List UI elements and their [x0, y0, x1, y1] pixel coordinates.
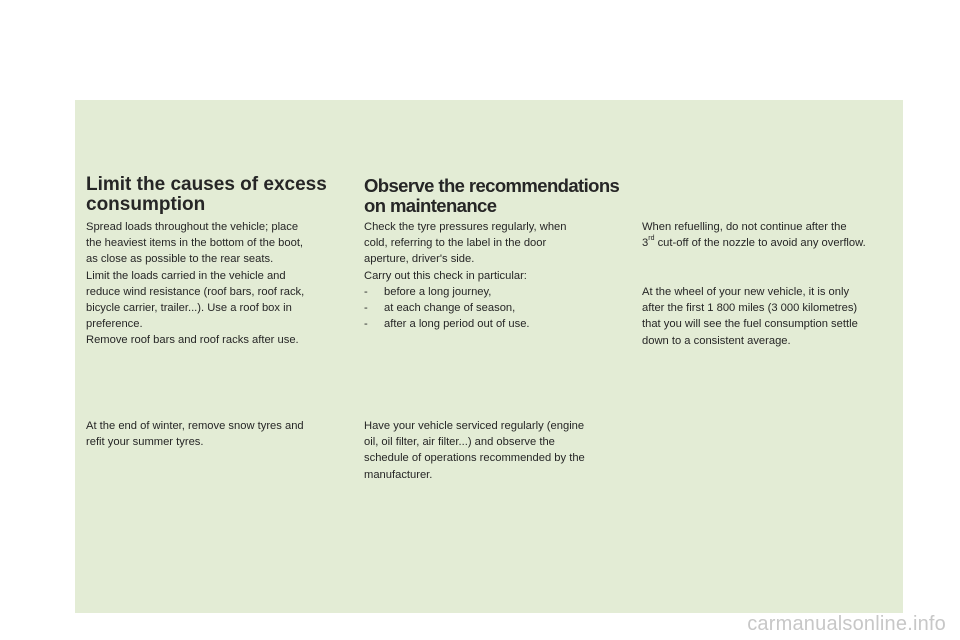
list-item-text: before a long journey,	[384, 285, 492, 298]
text-line: after the first 1 800 miles (3 000 kilometres)	[642, 302, 858, 315]
ordinal-number: 3	[642, 237, 649, 250]
text-line: Remove roof bars and roof racks after use.	[86, 334, 299, 347]
text-line: preference.	[86, 318, 143, 331]
text-line: At the wheel of your new vehicle, it is only	[642, 286, 850, 298]
text-line: that you will see the fuel consumption settle	[642, 318, 858, 331]
text-line: cold, referring to the label in the door	[364, 237, 547, 250]
text-line: refit your summer tyres.	[86, 436, 204, 449]
text-line: down to a consistent average.	[642, 334, 791, 347]
list-item-text: at each change of season,	[384, 302, 516, 315]
text-fragment: cut-off of the nozzle to avoid any overflow.	[654, 237, 866, 250]
list-item	[364, 300, 614, 316]
heading-limit-consumption	[86, 175, 348, 215]
text-line: Have your vehicle serviced regularly (engine	[364, 420, 585, 432]
text-line: as close as possible to the rear seats.	[86, 253, 274, 266]
heading-line: on maintenance	[364, 195, 497, 216]
tyre-pressure-paragraph	[364, 219, 614, 332]
bullet-dash: -	[364, 318, 368, 331]
bullet-dash: -	[364, 302, 368, 315]
heading-line: Observe the recommendations	[364, 175, 620, 196]
running-in-paragraph	[642, 284, 897, 349]
text-line: Limit the loads carried in the vehicle and	[86, 269, 286, 282]
text-line: bicycle carrier, trailer...). Use a roof box in	[86, 302, 292, 315]
ordinal-suffix: rd	[648, 235, 655, 243]
watermark-text: carmanualsonline.info	[747, 613, 946, 635]
heading-line: consumption	[86, 194, 206, 215]
text-line: aperture, driver's side.	[364, 253, 475, 266]
loads-paragraph	[86, 219, 336, 349]
servicing-paragraph	[364, 418, 614, 483]
list-item	[364, 316, 614, 332]
text-line: At the end of winter, remove snow tyres and	[86, 420, 304, 432]
text-line: When refuelling, do not continue after the	[642, 221, 847, 233]
text-line: Spread loads throughout the vehicle; place	[86, 221, 299, 233]
heading-maintenance	[364, 176, 626, 216]
text-line: schedule of operations recommended by the	[364, 452, 585, 465]
text-line: reduce wind resistance (roof bars, roof rack,	[86, 285, 305, 298]
bullet-dash: -	[364, 285, 368, 298]
text-line: manufacturer.	[364, 468, 433, 481]
text-line: Check the tyre pressures regularly, when	[364, 221, 567, 233]
list-item-text: after a long period out of use.	[384, 318, 530, 331]
text-line	[642, 235, 897, 251]
text-line: oil, oil filter, air filter...) and observe the	[364, 436, 555, 449]
text-line: the heaviest items in the bottom of the boot,	[86, 237, 304, 250]
refuelling-paragraph	[642, 219, 897, 251]
heading-line: Limit the causes of excess	[86, 174, 327, 195]
list-item	[364, 284, 614, 300]
text-line: Carry out this check in particular:	[364, 269, 527, 282]
tyres-season-paragraph	[86, 418, 336, 450]
